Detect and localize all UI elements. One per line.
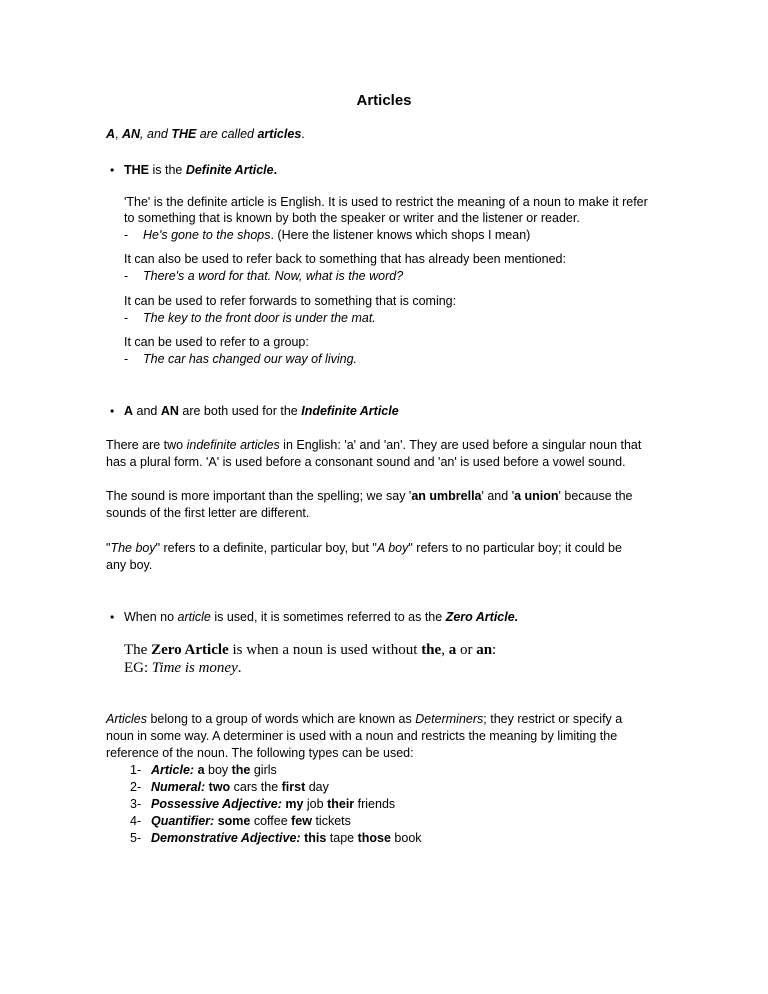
bullet-icon: • xyxy=(108,609,116,625)
zero-definition: The Zero Article is when a noun is used without the, a or an: xyxy=(124,642,497,658)
list-number: 3- xyxy=(130,797,142,811)
determiners-line1: Articles belong to a group of words which are known as Determiners; they restrict or specify a xyxy=(106,712,623,726)
list-number: 5- xyxy=(130,831,142,845)
indefinite-heading: A and AN are both used for the Indefinite Article xyxy=(124,404,399,418)
list-number: 2- xyxy=(130,780,142,794)
list-number: 4- xyxy=(130,814,142,828)
indefinite-para3-line1: "The boy" refers to a definite, particular boy, but "A boy" refers to no particular boy; it could be xyxy=(106,541,622,555)
intro-line: A, AN, and THE are called articles. xyxy=(106,127,305,141)
determiners-line3: reference of the noun. The following types can be used: xyxy=(106,746,414,760)
definite-example1: He's gone to the shops. (Here the listener knows which shops I mean) xyxy=(143,228,531,242)
dash-marker: - xyxy=(124,228,129,242)
definite-example2: There's a word for that. Now, what is the word? xyxy=(143,269,404,283)
list-item: Numeral: two cars the first day xyxy=(151,780,329,794)
indefinite-para2-line2: sounds of the first letter are different. xyxy=(106,506,310,520)
indefinite-para2-line1: The sound is more important than the spelling; we say 'an umbrella' and 'a union' because the xyxy=(106,489,633,503)
definite-para1-line2: to something that is known by both the speaker or writer and the listener or reader. xyxy=(124,211,580,225)
definite-para2: It can also be used to refer back to something that has already been mentioned: xyxy=(124,252,566,266)
bullet-icon: • xyxy=(108,162,116,178)
dash-marker: - xyxy=(124,352,129,366)
definite-para1-line1: 'The' is the definite article is English. It is used to restrict the meaning of a noun to make it refer xyxy=(124,195,648,209)
indefinite-para1-line2: has a plural form. 'A' is used before a consonant sound and 'an' is used before a vowel sound. xyxy=(106,455,626,469)
definite-heading: THE is the Definite Article. xyxy=(124,163,278,177)
zero-heading: When no article is used, it is sometimes referred to as the Zero Article. xyxy=(124,610,519,624)
zero-example: EG: Time is money. xyxy=(124,660,242,676)
list-item: Possessive Adjective: my job their friends xyxy=(151,797,396,811)
determiners-line2: noun in some way. A determiner is used with a noun and restricts the meaning by limiting the xyxy=(106,729,618,743)
definite-example4: The car has changed our way of living. xyxy=(143,352,358,366)
bullet-icon: • xyxy=(108,403,116,419)
indefinite-para1-line1: There are two indefinite articles in English: 'a' and 'an'. They are used before a singular noun that xyxy=(106,438,642,452)
indefinite-para3-line2: any boy. xyxy=(106,558,153,572)
dash-marker: - xyxy=(124,269,129,283)
list-item: Demonstrative Adjective: this tape those book xyxy=(151,831,422,845)
list-item: Quantifier: some coffee few tickets xyxy=(151,814,351,828)
page-title: Articles xyxy=(356,92,412,109)
list-item: Article: a boy the girls xyxy=(151,763,277,777)
definite-para3: It can be used to refer forwards to something that is coming: xyxy=(124,294,457,308)
definite-para4: It can be used to refer to a group: xyxy=(124,335,309,349)
dash-marker: - xyxy=(124,311,129,325)
definite-example3: The key to the front door is under the mat. xyxy=(143,311,376,325)
list-number: 1- xyxy=(130,763,142,777)
